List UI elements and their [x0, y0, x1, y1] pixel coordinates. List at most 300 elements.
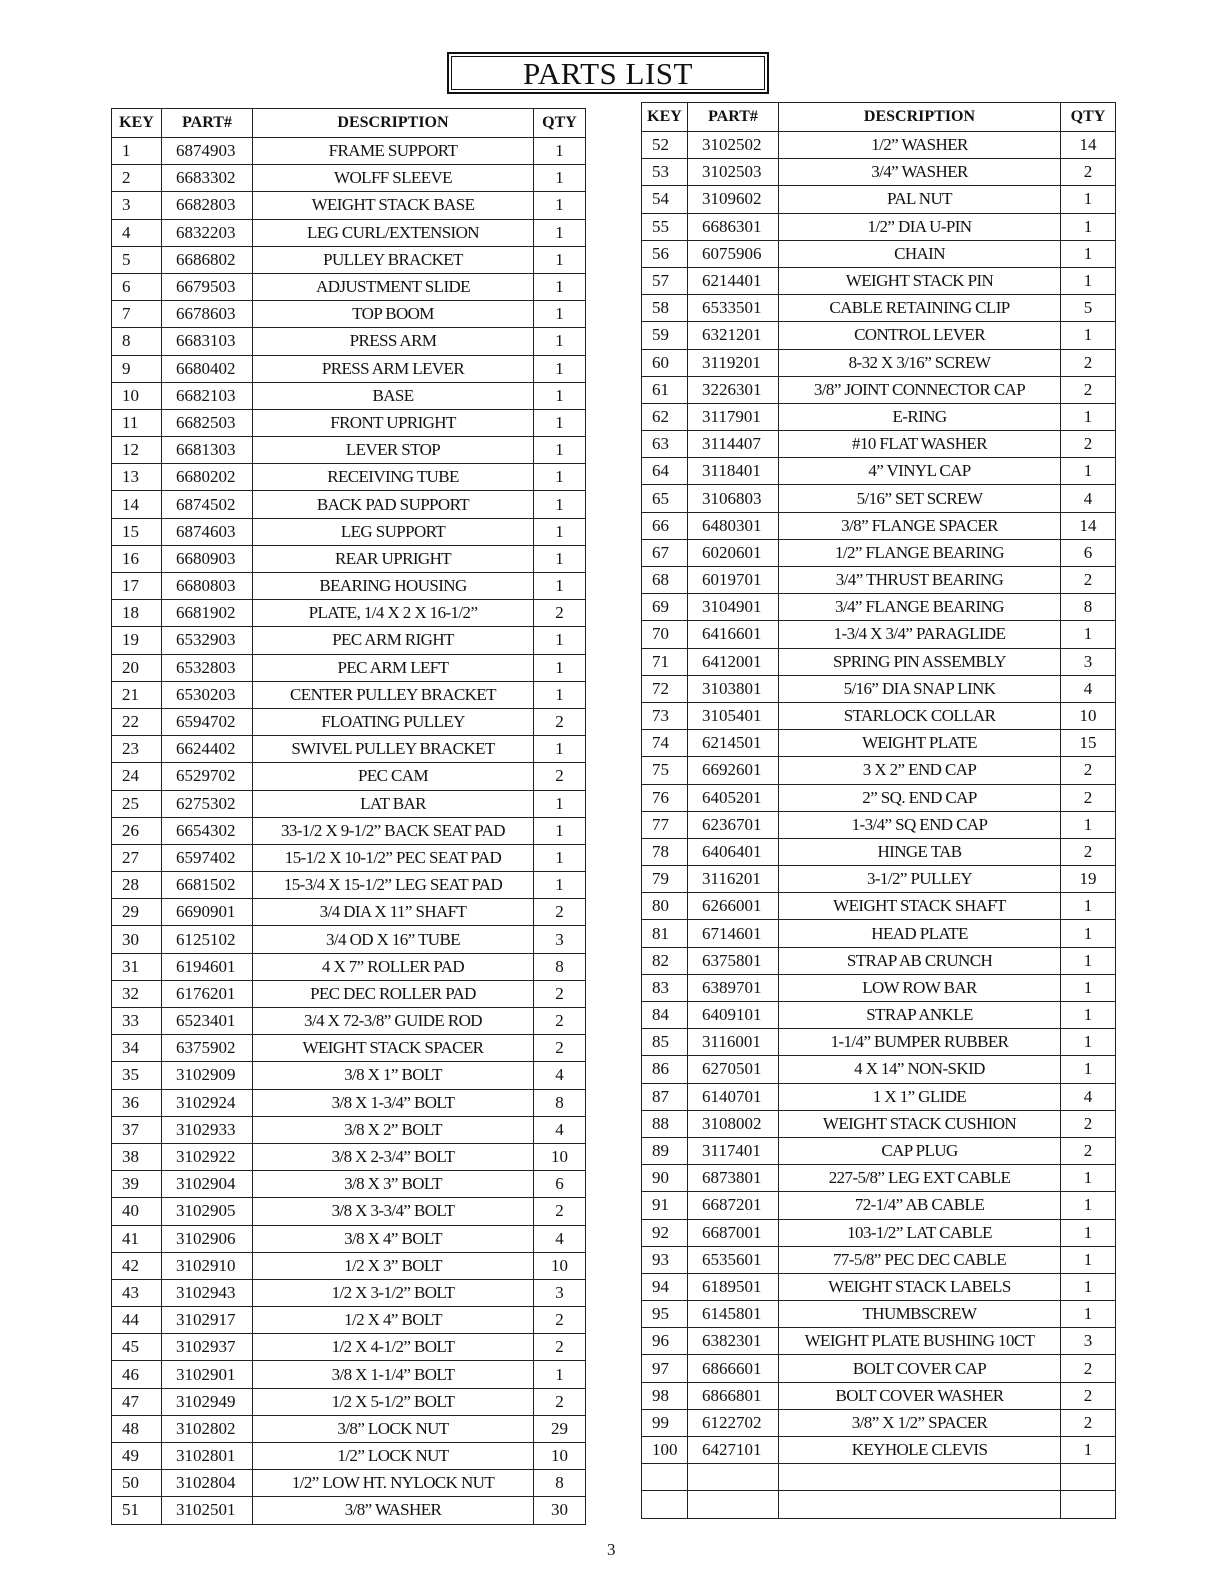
cell-key: 26: [112, 817, 162, 844]
cell-description: 1/2 X 4-1/2” BOLT: [253, 1334, 534, 1361]
cell-part-number: 6145801: [688, 1301, 779, 1328]
table-row: [112, 545, 586, 572]
table-row: [642, 1137, 1116, 1164]
cell-qty: 8: [534, 1470, 586, 1497]
table-row: [642, 1437, 1116, 1464]
cell-qty: 1: [1061, 947, 1116, 974]
cell-description: 3/8 X 2-3/4” BOLT: [253, 1143, 534, 1170]
cell-part-number: 6409101: [688, 1002, 779, 1029]
cell-qty: 4: [1061, 675, 1116, 702]
cell-description: CONTROL LEVER: [779, 322, 1061, 349]
cell-key: 20: [112, 654, 162, 681]
table-row: [642, 920, 1116, 947]
cell-key: 85: [642, 1029, 688, 1056]
cell-key: 77: [642, 811, 688, 838]
cell-description: 3/4 OD X 16” TUBE: [253, 926, 534, 953]
cell-qty: 1: [534, 817, 586, 844]
cell-part-number: 6679503: [162, 273, 253, 300]
cell-part-number: 6412001: [688, 648, 779, 675]
cell-description: LOW ROW BAR: [779, 974, 1061, 1001]
cell-description: 3/8 X 2” BOLT: [253, 1116, 534, 1143]
cell-qty: 1: [534, 192, 586, 219]
table-row: [642, 893, 1116, 920]
table-row: [112, 1062, 586, 1089]
cell-part-number: 3102901: [162, 1361, 253, 1388]
cell-key: 73: [642, 702, 688, 729]
cell-description: 72-1/4” AB CABLE: [779, 1192, 1061, 1219]
cell-part-number: 6122702: [688, 1409, 779, 1436]
cell-qty: 4: [534, 1062, 586, 1089]
cell-key: 11: [112, 409, 162, 436]
cell-qty: 10: [1061, 702, 1116, 729]
table-row: [642, 757, 1116, 784]
cell-part-number: 6275302: [162, 790, 253, 817]
cell-qty: 2: [1061, 1382, 1116, 1409]
cell-key: 82: [642, 947, 688, 974]
cell-part-number: 6480301: [688, 512, 779, 539]
cell-part-number: 6682803: [162, 192, 253, 219]
cell-part-number: 3119201: [688, 349, 779, 376]
cell-part-number: 6874603: [162, 518, 253, 545]
cell-key: 30: [112, 926, 162, 953]
cell-part-number: 3102937: [162, 1334, 253, 1361]
cell-description: STRAP AB CRUNCH: [779, 947, 1061, 974]
table-row: [642, 621, 1116, 648]
cell-qty: 1: [534, 464, 586, 491]
table-row: [112, 328, 586, 355]
cell-key: 42: [112, 1252, 162, 1279]
cell-part-number: 3114407: [688, 431, 779, 458]
cell-key: 88: [642, 1110, 688, 1137]
cell-key: 98: [642, 1382, 688, 1409]
cell-description: LEVER STOP: [253, 437, 534, 464]
cell-qty: 15: [1061, 730, 1116, 757]
cell-qty: 1: [534, 518, 586, 545]
cell-qty: 2: [1061, 567, 1116, 594]
cell-qty: 1: [534, 844, 586, 871]
cell-description: BASE: [253, 382, 534, 409]
cell-key: 66: [642, 512, 688, 539]
cell-part-number: 6535601: [688, 1246, 779, 1273]
cell-description: LEG SUPPORT: [253, 518, 534, 545]
cell-description: 1/2 X 3” BOLT: [253, 1252, 534, 1279]
table-row: [112, 382, 586, 409]
cell-part-number: 3102917: [162, 1307, 253, 1334]
cell-part-number: 6194601: [162, 953, 253, 980]
table-row: [642, 1219, 1116, 1246]
cell-key: 36: [112, 1089, 162, 1116]
cell-key: [642, 1464, 688, 1491]
cell-part-number: 3102501: [162, 1497, 253, 1524]
table-row: [642, 295, 1116, 322]
cell-qty: 14: [1061, 512, 1116, 539]
cell-part-number: 6692601: [688, 757, 779, 784]
cell-part-number: 6873801: [688, 1165, 779, 1192]
table-row: [642, 267, 1116, 294]
cell-description: CHAIN: [779, 240, 1061, 267]
cell-key: 45: [112, 1334, 162, 1361]
cell-key: 86: [642, 1056, 688, 1083]
cell-key: 78: [642, 838, 688, 865]
table-row: [642, 974, 1116, 1001]
cell-key: 4: [112, 219, 162, 246]
table-row: [112, 355, 586, 382]
cell-qty: 10: [534, 1252, 586, 1279]
cell-part-number: 6680803: [162, 573, 253, 600]
cell-description: BOLT COVER WASHER: [779, 1382, 1061, 1409]
cell-description: REAR UPRIGHT: [253, 545, 534, 572]
cell-description: 3/4” FLANGE BEARING: [779, 594, 1061, 621]
cell-qty: 1: [534, 355, 586, 382]
cell-qty: 1: [1061, 1029, 1116, 1056]
header-key: KEY: [642, 103, 688, 132]
table-row: [642, 567, 1116, 594]
cell-description: LEG CURL/EXTENSION: [253, 219, 534, 246]
table-row: [642, 702, 1116, 729]
cell-qty: 1: [1061, 1165, 1116, 1192]
cell-part-number: 6866801: [688, 1382, 779, 1409]
table-row: [112, 681, 586, 708]
table-row: [642, 159, 1116, 186]
cell-description: 3/8 X 4” BOLT: [253, 1225, 534, 1252]
cell-key: 100: [642, 1437, 688, 1464]
cell-description: 3/8” LOCK NUT: [253, 1415, 534, 1442]
cell-part-number: 3102802: [162, 1415, 253, 1442]
cell-part-number: 3102503: [688, 159, 779, 186]
cell-key: 59: [642, 322, 688, 349]
table-row: [112, 736, 586, 763]
cell-qty: 30: [534, 1497, 586, 1524]
table-row: [642, 838, 1116, 865]
cell-part-number: 6533501: [688, 295, 779, 322]
cell-qty: 1: [534, 872, 586, 899]
cell-qty: 1: [1061, 974, 1116, 1001]
cell-qty: 4: [1061, 485, 1116, 512]
cell-qty: 2: [534, 708, 586, 735]
cell-description: WEIGHT PLATE: [779, 730, 1061, 757]
table-row: [112, 165, 586, 192]
cell-description: HEAD PLATE: [779, 920, 1061, 947]
cell-description: WEIGHT STACK SPACER: [253, 1035, 534, 1062]
cell-part-number: 6270501: [688, 1056, 779, 1083]
cell-key: 38: [112, 1143, 162, 1170]
cell-description: FLOATING PULLEY: [253, 708, 534, 735]
cell-qty: 2: [1061, 431, 1116, 458]
cell-description: WEIGHT PLATE BUSHING 10CT: [779, 1328, 1061, 1355]
cell-qty: 29: [534, 1415, 586, 1442]
cell-key: 91: [642, 1192, 688, 1219]
cell-part-number: 6075906: [688, 240, 779, 267]
cell-description: 103-1/2” LAT CABLE: [779, 1219, 1061, 1246]
cell-key: 28: [112, 872, 162, 899]
table-row: [112, 600, 586, 627]
cell-key: 19: [112, 627, 162, 654]
cell-key: 33: [112, 1008, 162, 1035]
cell-key: 70: [642, 621, 688, 648]
cell-description: ADJUSTMENT SLIDE: [253, 273, 534, 300]
cell-key: 24: [112, 763, 162, 790]
cell-part-number: 6405201: [688, 784, 779, 811]
cell-key: 41: [112, 1225, 162, 1252]
cell-part-number: 6687201: [688, 1192, 779, 1219]
cell-key: 93: [642, 1246, 688, 1273]
cell-key: 35: [112, 1062, 162, 1089]
cell-qty: 1: [1061, 1002, 1116, 1029]
cell-part-number: 6686802: [162, 246, 253, 273]
cell-part-number: 6683103: [162, 328, 253, 355]
cell-description: CABLE RETAINING CLIP: [779, 295, 1061, 322]
cell-qty: 1: [534, 573, 586, 600]
cell-qty: 1: [1061, 1437, 1116, 1464]
cell-qty: 1: [1061, 621, 1116, 648]
cell-key: 46: [112, 1361, 162, 1388]
table-row: [642, 1110, 1116, 1137]
header-part: PART#: [162, 109, 253, 138]
cell-description: 1/2” DIA U-PIN: [779, 213, 1061, 240]
table-row: [112, 708, 586, 735]
cell-key: 14: [112, 491, 162, 518]
table-row: [642, 1491, 1116, 1518]
cell-key: 52: [642, 132, 688, 159]
table-row: [112, 1388, 586, 1415]
cell-key: 16: [112, 545, 162, 572]
cell-qty: 2: [534, 600, 586, 627]
table-row: [642, 1029, 1116, 1056]
cell-description: TOP BOOM: [253, 301, 534, 328]
cell-part-number: 6406401: [688, 838, 779, 865]
cell-key: 83: [642, 974, 688, 1001]
cell-description: 3/8” JOINT CONNECTOR CAP: [779, 376, 1061, 403]
cell-key: 13: [112, 464, 162, 491]
table-row: [642, 648, 1116, 675]
cell-key: 72: [642, 675, 688, 702]
cell-part-number: 6594702: [162, 708, 253, 735]
cell-key: 99: [642, 1409, 688, 1436]
table-row: [112, 817, 586, 844]
cell-part-number: 6597402: [162, 844, 253, 871]
cell-description: 227-5/8” LEG EXT CABLE: [779, 1165, 1061, 1192]
table-row: [642, 322, 1116, 349]
cell-description: 1-3/4 X 3/4” PARAGLIDE: [779, 621, 1061, 648]
table-header-row: [112, 109, 586, 138]
cell-part-number: [688, 1464, 779, 1491]
cell-description: 1/2” LOW HT. NYLOCK NUT: [253, 1470, 534, 1497]
cell-qty: 8: [1061, 594, 1116, 621]
table-row: [112, 1035, 586, 1062]
table-row: [112, 844, 586, 871]
cell-part-number: 3118401: [688, 458, 779, 485]
table-row: [112, 1225, 586, 1252]
cell-part-number: 3102905: [162, 1198, 253, 1225]
table-row: [112, 246, 586, 273]
cell-key: 94: [642, 1273, 688, 1300]
cell-qty: 3: [534, 926, 586, 953]
cell-qty: 1: [534, 627, 586, 654]
cell-qty: 2: [534, 1334, 586, 1361]
header-description: DESCRIPTION: [779, 103, 1061, 132]
cell-key: 21: [112, 681, 162, 708]
cell-key: 31: [112, 953, 162, 980]
cell-key: 3: [112, 192, 162, 219]
table-row: [642, 811, 1116, 838]
cell-description: 1-3/4” SQ END CAP: [779, 811, 1061, 838]
cell-part-number: 3102933: [162, 1116, 253, 1143]
cell-description: 5/16” SET SCREW: [779, 485, 1061, 512]
cell-key: 80: [642, 893, 688, 920]
cell-description: 1-1/4” BUMPER RUBBER: [779, 1029, 1061, 1056]
table-row: [642, 213, 1116, 240]
table-row: [112, 926, 586, 953]
table-row: [112, 872, 586, 899]
cell-key: 71: [642, 648, 688, 675]
cell-key: 53: [642, 159, 688, 186]
cell-part-number: 3102924: [162, 1089, 253, 1116]
cell-description: 3/4 X 72-3/8” GUIDE ROD: [253, 1008, 534, 1035]
cell-qty: 2: [1061, 1409, 1116, 1436]
cell-part-number: 3102910: [162, 1252, 253, 1279]
page-number: 3: [607, 1540, 616, 1559]
cell-description: THUMBSCREW: [779, 1301, 1061, 1328]
cell-description: 3/4” WASHER: [779, 159, 1061, 186]
table-row: [642, 730, 1116, 757]
table-row: [642, 458, 1116, 485]
cell-description: 1/2 X 5-1/2” BOLT: [253, 1388, 534, 1415]
cell-key: 25: [112, 790, 162, 817]
cell-qty: [1061, 1491, 1116, 1518]
cell-part-number: 6214501: [688, 730, 779, 757]
cell-description: WEIGHT STACK BASE: [253, 192, 534, 219]
cell-description: 8-32 X 3/16” SCREW: [779, 349, 1061, 376]
cell-key: 29: [112, 899, 162, 926]
table-row: [112, 437, 586, 464]
cell-key: 27: [112, 844, 162, 871]
cell-qty: 1: [534, 654, 586, 681]
table-row: [112, 1443, 586, 1470]
cell-qty: 14: [1061, 132, 1116, 159]
cell-description: 3/8 X 3-3/4” BOLT: [253, 1198, 534, 1225]
table-row: [112, 790, 586, 817]
cell-key: 56: [642, 240, 688, 267]
cell-description: 3/8 X 1-1/4” BOLT: [253, 1361, 534, 1388]
cell-qty: 2: [1061, 1137, 1116, 1164]
cell-description: 5/16” DIA SNAP LINK: [779, 675, 1061, 702]
table-row: [112, 1008, 586, 1035]
cell-part-number: 3117901: [688, 403, 779, 430]
table-row: [642, 866, 1116, 893]
table-row: [112, 980, 586, 1007]
cell-qty: 1: [1061, 1219, 1116, 1246]
cell-part-number: 6690901: [162, 899, 253, 926]
cell-key: 75: [642, 757, 688, 784]
table-row: [112, 273, 586, 300]
cell-part-number: 3103801: [688, 675, 779, 702]
table-row: [642, 784, 1116, 811]
table-row: [112, 192, 586, 219]
cell-qty: 1: [534, 437, 586, 464]
cell-qty: 19: [1061, 866, 1116, 893]
table-row: [642, 1382, 1116, 1409]
table-row: [642, 594, 1116, 621]
cell-key: 37: [112, 1116, 162, 1143]
cell-description: [779, 1491, 1061, 1518]
parts-table-left: [111, 108, 586, 1525]
table-row: [642, 1464, 1116, 1491]
cell-qty: [1061, 1464, 1116, 1491]
table-row: [642, 485, 1116, 512]
table-row: [112, 573, 586, 600]
cell-description: LAT BAR: [253, 790, 534, 817]
cell-qty: 1: [1061, 1056, 1116, 1083]
cell-qty: 1: [534, 273, 586, 300]
cell-description: 3-1/2” PULLEY: [779, 866, 1061, 893]
cell-key: 60: [642, 349, 688, 376]
cell-key: [642, 1491, 688, 1518]
cell-qty: 1: [1061, 240, 1116, 267]
table-row: [642, 512, 1116, 539]
cell-qty: 1: [534, 328, 586, 355]
table-row: [642, 1355, 1116, 1382]
cell-qty: 3: [1061, 648, 1116, 675]
table-row: [642, 1192, 1116, 1219]
cell-description: BOLT COVER CAP: [779, 1355, 1061, 1382]
cell-qty: 4: [1061, 1083, 1116, 1110]
header-part: PART#: [688, 103, 779, 132]
cell-part-number: 6389701: [688, 974, 779, 1001]
header-qty: QTY: [1061, 103, 1116, 132]
cell-qty: 6: [1061, 539, 1116, 566]
cell-description: CENTER PULLEY BRACKET: [253, 681, 534, 708]
cell-description: RECEIVING TUBE: [253, 464, 534, 491]
cell-key: 74: [642, 730, 688, 757]
table-row: [642, 675, 1116, 702]
cell-description: 15-1/2 X 10-1/2” PEC SEAT PAD: [253, 844, 534, 871]
cell-qty: 2: [1061, 159, 1116, 186]
cell-key: 22: [112, 708, 162, 735]
cell-qty: 8: [534, 953, 586, 980]
cell-part-number: 6681502: [162, 872, 253, 899]
cell-key: 47: [112, 1388, 162, 1415]
cell-part-number: 3102922: [162, 1143, 253, 1170]
table-row: [642, 1273, 1116, 1300]
cell-part-number: 3102909: [162, 1062, 253, 1089]
cell-part-number: 6382301: [688, 1328, 779, 1355]
cell-key: 67: [642, 539, 688, 566]
cell-key: 68: [642, 567, 688, 594]
cell-part-number: 3104901: [688, 594, 779, 621]
cell-key: 9: [112, 355, 162, 382]
cell-qty: 1: [1061, 811, 1116, 838]
page-title: PARTS LIST: [447, 52, 769, 94]
cell-key: 84: [642, 1002, 688, 1029]
cell-qty: 1: [1061, 186, 1116, 213]
cell-qty: 2: [1061, 784, 1116, 811]
cell-description: 3/8 X 1-3/4” BOLT: [253, 1089, 534, 1116]
cell-description: PRESS ARM: [253, 328, 534, 355]
cell-part-number: 6680202: [162, 464, 253, 491]
cell-part-number: 6866601: [688, 1355, 779, 1382]
cell-key: 7: [112, 301, 162, 328]
cell-description: 1/2” WASHER: [779, 132, 1061, 159]
table-row: [112, 1361, 586, 1388]
table-row: [112, 409, 586, 436]
cell-key: 76: [642, 784, 688, 811]
cell-key: 18: [112, 600, 162, 627]
cell-part-number: 6686301: [688, 213, 779, 240]
cell-part-number: 3117401: [688, 1137, 779, 1164]
header-description: DESCRIPTION: [253, 109, 534, 138]
cell-part-number: 3102804: [162, 1470, 253, 1497]
cell-key: 17: [112, 573, 162, 600]
